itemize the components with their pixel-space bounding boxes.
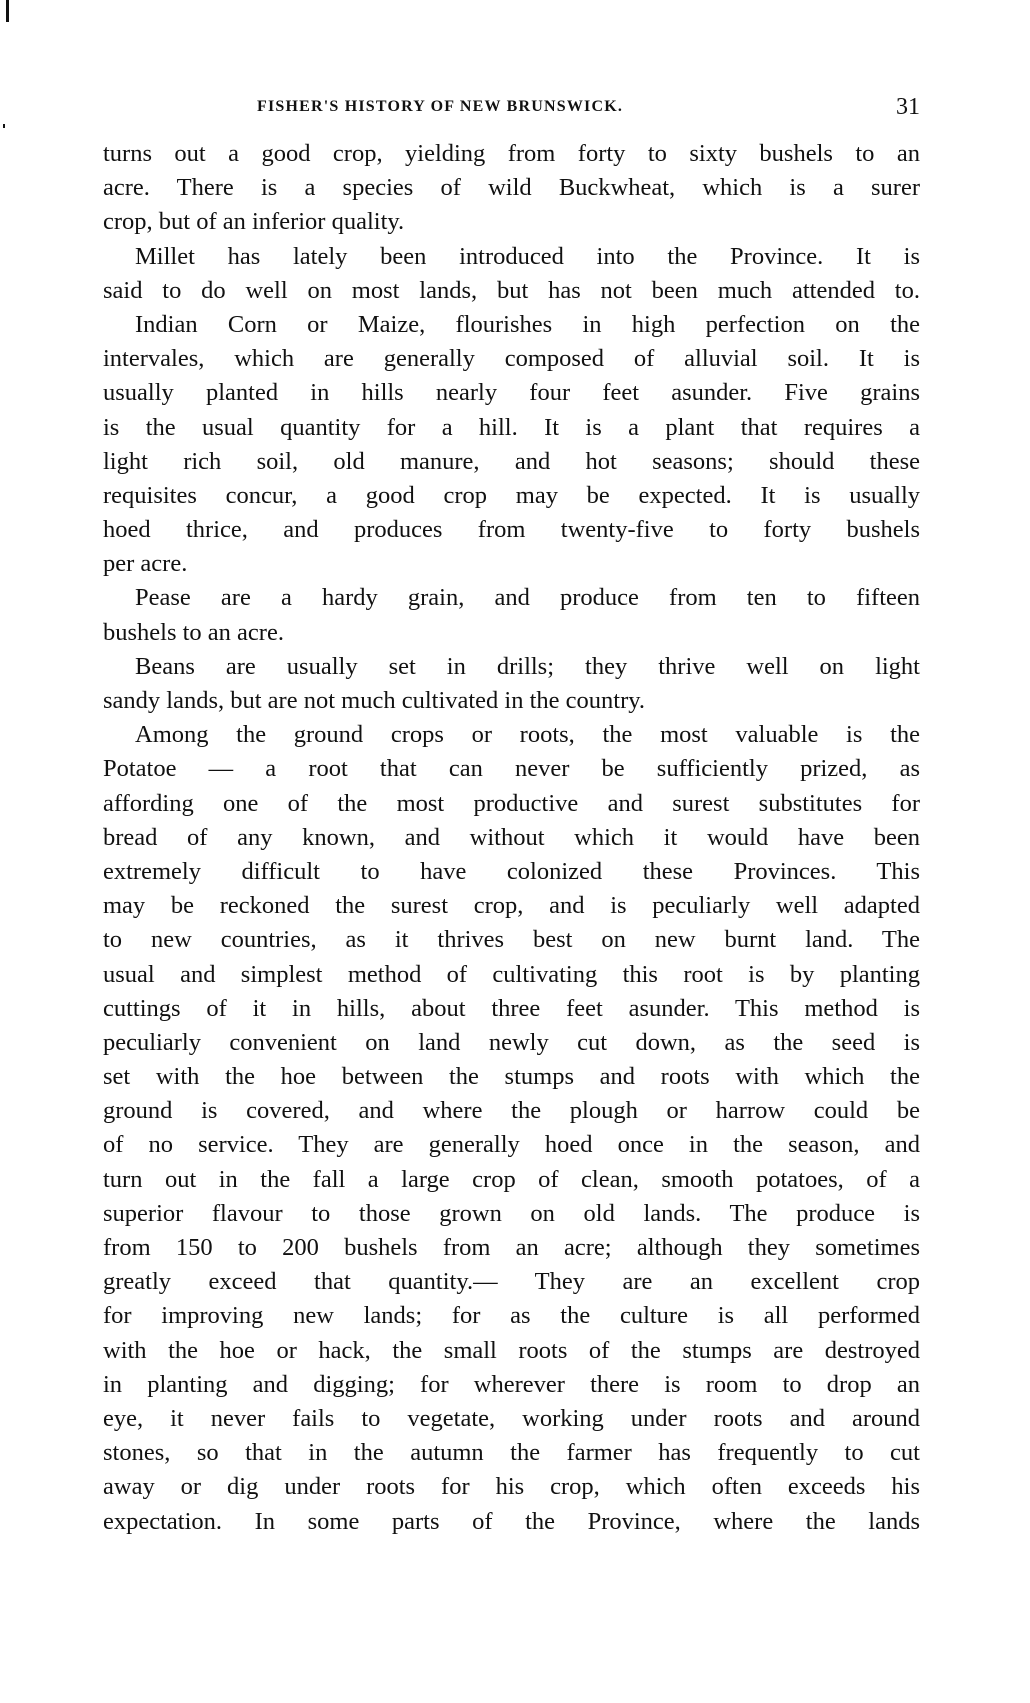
text-line: peculiarly convenient on land newly cut down, as the seed is: [103, 1028, 920, 1056]
text-line: Potatoe — a root that can never be sufficiently prized, as: [103, 755, 920, 783]
paragraph: [103, 718, 920, 1539]
text-line: to new countries, as it thrives best on new burnt land. The: [103, 926, 920, 954]
text-line: for improving new lands; for as the culture is all performed: [103, 1302, 920, 1330]
text-line: light rich soil, old manure, and hot seasons; should these: [103, 447, 920, 475]
text-line: ground is covered, and where the plough or harrow could be: [103, 1097, 920, 1125]
text-line: from 150 to 200 bushels from an acre; although they sometimes: [103, 1234, 920, 1261]
page-header: [103, 94, 920, 124]
text-line: hoed thrice, and produces from twenty-five to forty bushels: [103, 516, 920, 544]
text-line: expectation. In some parts of the Province, where the lands: [103, 1507, 920, 1535]
paragraph: [103, 137, 920, 240]
text-line: eye, it never fails to vegetate, working under roots and around: [103, 1404, 920, 1432]
text-line: Beans are usually set in drills; they thrive well on light: [135, 652, 920, 680]
text-line: may be reckoned the surest crop, and is peculiarly well adapted: [103, 892, 920, 920]
paragraph: [103, 650, 920, 718]
scan-artifact-dot: [3, 124, 5, 128]
text-line: bushels to an acre.: [103, 618, 284, 646]
text-line: usually planted in hills nearly four feet asunder. Five grains: [103, 379, 920, 407]
text-line: usual and simplest method of cultivating this root is by planting: [103, 960, 920, 988]
text-line: Indian Corn or Maize, flourishes in high perfection on the: [135, 310, 920, 338]
text-line: turns out a good crop, yielding from forty to sixty bushels to an: [103, 140, 920, 167]
text-line: with the hoe or hack, the small roots of the stumps are destroyed: [103, 1336, 920, 1364]
text-line: crop, but of an inferior quality.: [103, 208, 405, 236]
paragraph: [103, 240, 920, 308]
text-line: extremely difficult to have colonized these Provinces. This: [103, 857, 920, 885]
scan-artifact-mark: [6, 0, 9, 22]
text-line: acre. There is a species of wild Buckwheat, which is a surer: [103, 174, 920, 202]
text-line: set with the hoe between the stumps and roots with which the: [103, 1063, 920, 1091]
text-line: Among the ground crops or roots, the most valuable is the: [135, 721, 920, 749]
text-line: said to do well on most lands, but has not been much attended to.: [103, 276, 920, 304]
paragraph: [103, 581, 920, 649]
text-line: requisites concur, a good crop may be expected. It is usually: [103, 481, 920, 509]
text-line: Millet has lately been introduced into the Province. It is: [135, 242, 920, 270]
text-line: bread of any known, and without which it would have been: [103, 823, 920, 851]
text-line: affording one of the most productive and surest substitutes for: [103, 789, 920, 817]
text-line: Pease are a hardy grain, and produce from ten to fifteen: [135, 584, 920, 612]
running-head: FISHER'S HISTORY OF NEW BRUNSWICK.: [257, 98, 624, 115]
text-line: turn out in the fall a large crop of clean, smooth potatoes, of a: [103, 1165, 920, 1193]
page-number: 31: [896, 94, 920, 120]
body-text: [103, 137, 920, 1539]
text-line: of no service. They are generally hoed once in the season, and: [103, 1131, 920, 1159]
text-line: sandy lands, but are not much cultivated in the country.: [103, 687, 646, 714]
paragraph: [103, 308, 920, 582]
text-line: away or dig under roots for his crop, which often exceeds his: [103, 1473, 920, 1501]
text-line: per acre.: [103, 550, 188, 578]
text-line: greatly exceed that quantity.— They are an excellent crop: [103, 1268, 920, 1296]
text-line: cuttings of it in hills, about three feet asunder. This method is: [103, 994, 920, 1022]
text-line: superior flavour to those grown on old lands. The produce is: [103, 1199, 920, 1227]
text-line: is the usual quantity for a hill. It is a plant that requires a: [103, 413, 920, 441]
text-line: stones, so that in the autumn the farmer has frequently to cut: [103, 1439, 920, 1467]
text-line: intervales, which are generally composed of alluvial soil. It is: [103, 345, 920, 373]
text-line: in planting and digging; for wherever there is room to drop an: [103, 1370, 920, 1398]
